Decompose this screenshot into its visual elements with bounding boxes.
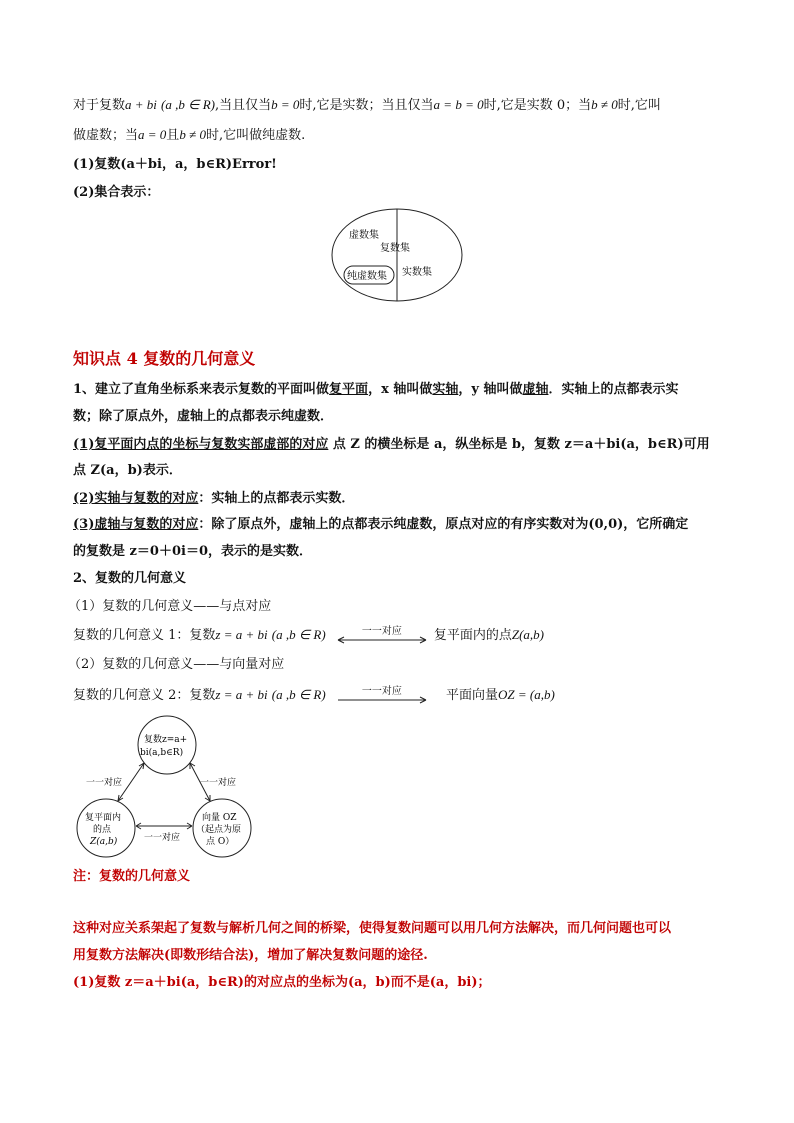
math-condition: (a ,b ∈ R) xyxy=(161,97,215,112)
one-to-one-arrow xyxy=(334,627,430,645)
math-z: z = a + bi xyxy=(215,627,268,642)
intro-line-2 xyxy=(73,126,305,145)
item-2: (2)集合表示： xyxy=(73,185,160,200)
math-a-eq-0: a = 0 xyxy=(138,127,167,142)
intro-text: 做虚数；当 xyxy=(73,128,139,143)
imag-set-label: 虚数集 xyxy=(349,230,379,241)
intro-text: 对于复数 xyxy=(73,98,126,113)
red-paragraph-line-3: (1)复数 z＝a＋bi(a，b∈R)的对应点的坐标为(a，b)而不是(a，bi)； xyxy=(73,975,491,990)
section-4-title: 知识点 4 复数的几何意义 xyxy=(73,349,256,368)
term-real-axis: 实轴 xyxy=(432,382,459,397)
one-to-one-label: 一一对应 xyxy=(361,625,402,637)
geometric-meaning-diagram xyxy=(72,713,262,861)
complex-set-label: 复数集 xyxy=(380,243,410,254)
left-node-line-3: Z(a,b) xyxy=(90,837,118,847)
real-set-label: 实数集 xyxy=(402,267,432,278)
intro-text: 时,它叫做纯虚数. xyxy=(205,128,306,143)
math-condition: (a ,b ∈ R) xyxy=(271,627,326,642)
top-node-line-1: 复数z=a+ xyxy=(144,735,188,745)
right-node-line-1: 向量 OZ xyxy=(202,813,237,823)
text: ，x 轴叫做 xyxy=(368,382,433,397)
text: 复数的几何意义 2：复数 xyxy=(73,688,216,703)
text: 复数的几何意义 1：复数 xyxy=(73,628,216,643)
item-1: (1)复数(a＋bi，a，b∈R)Error! xyxy=(73,157,277,172)
math-b-ne-0: b ≠ 0 xyxy=(179,127,206,142)
text: (3)虚轴与复数的对应 xyxy=(73,517,199,532)
math-OZ: OZ = (a,b) xyxy=(498,687,555,702)
correspondence-3 xyxy=(73,516,688,534)
text: 1、建立了直角坐标系来表示复数的平面叫做 xyxy=(73,382,330,397)
correspondence-3-line2: 的复数是 z＝0＋0i＝0，表示的是实数． xyxy=(73,544,312,559)
note: 注：复数的几何意义 xyxy=(73,869,191,884)
intro-text: ,当且仅当 xyxy=(214,98,272,113)
complex-number-circle xyxy=(138,716,196,774)
text: ：除了原点外，虚轴上的点都表示纯虚数，原点对应的有序实数对为(0,0)，它所确定 xyxy=(198,517,689,532)
left-node-line-1: 复平面内 xyxy=(85,813,122,823)
text: ．实轴上的点都表示实 xyxy=(548,382,679,397)
term-imag-axis: 虚轴 xyxy=(522,382,549,397)
sub-heading-1: （1）复数的几何意义——与点对应 xyxy=(68,599,272,614)
red-paragraph-line-2: 用复数方法解决(即数形结合法)，增加了解决复数问题的途径. xyxy=(73,948,428,963)
math-ab-eq-0: a = b = 0 xyxy=(433,97,484,112)
text: 点 Z 的横坐标是 a，纵坐标是 b，复数 z＝a＋bi(a，b∈R)可用 xyxy=(328,437,710,452)
meaning-1-row xyxy=(73,626,544,645)
text: 复平面内的点 xyxy=(433,628,512,643)
math-b-ne-0: b ≠ 0 xyxy=(591,97,618,112)
correspondence-2 xyxy=(73,490,354,508)
meaning-2-row xyxy=(73,686,555,705)
intro-text: 且 xyxy=(166,128,180,143)
intro-text: 时,它是实数；当且仅当 xyxy=(299,98,434,113)
text: ：实轴上的点都表示实数． xyxy=(198,491,355,506)
math-b-eq-0: b = 0 xyxy=(271,97,300,112)
edge-right-label: 一一对应 xyxy=(200,778,237,788)
one-to-one-label: 一一对应 xyxy=(361,685,402,697)
intro-text: 时,它是实数 0；当 xyxy=(483,98,592,113)
text: ，y 轴叫做 xyxy=(458,382,523,397)
geo-meaning-heading: 2、复数的几何意义 xyxy=(73,571,187,586)
math-condition: (a ,b ∈ R) xyxy=(271,687,326,702)
sub-heading-2: （2）复数的几何意义——与向量对应 xyxy=(68,657,285,672)
intro-text: 时,它叫 xyxy=(617,98,661,113)
one-to-one-arrow xyxy=(334,687,430,705)
set-diagram xyxy=(330,207,464,303)
correspondence-1 xyxy=(73,436,710,454)
math-a-plus-bi: a + bi xyxy=(125,97,157,112)
pure-imag-set-label: 纯虚数集 xyxy=(347,271,387,282)
intro-line-1 xyxy=(73,96,661,115)
term-complex-plane: 复平面 xyxy=(329,382,369,397)
right-node-line-3: 点 O） xyxy=(206,837,235,847)
s4-para1-line2: 数；除了原点外，虚轴上的点都表示纯虚数． xyxy=(73,409,334,424)
correspondence-1-line2: 点 Z(a，b)表示． xyxy=(73,463,182,478)
edge-bottom-label: 一一对应 xyxy=(144,833,181,843)
text: (2)实轴与复数的对应 xyxy=(73,491,199,506)
top-node-line-2: bi(a,b∈R) xyxy=(140,748,184,758)
left-node-line-2: 的点 xyxy=(93,825,112,835)
right-node-line-2: （起点为原 xyxy=(196,825,242,835)
text: 平面向量 xyxy=(445,688,498,703)
text: (1)复平面内点的坐标与复数实部虚部的对应 xyxy=(73,437,329,452)
edge-left-label: 一一对应 xyxy=(86,778,123,788)
math-z: z = a + bi xyxy=(215,687,268,702)
red-paragraph-line-1: 这种对应关系架起了复数与解析几何之间的桥梁，使得复数问题可以用几何方法解决，而几何问题也可以 xyxy=(73,921,672,936)
s4-para1-line1 xyxy=(73,381,678,399)
math-Zab: Z(a,b) xyxy=(511,627,544,642)
